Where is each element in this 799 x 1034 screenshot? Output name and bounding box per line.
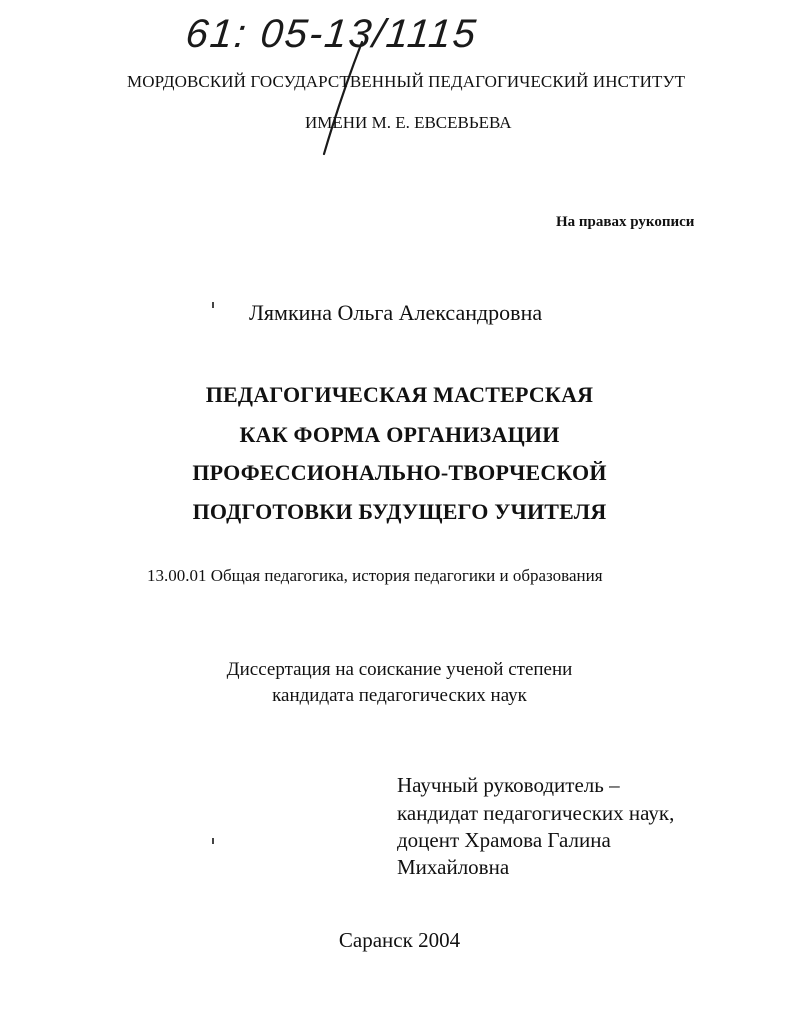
scan-speck	[212, 302, 214, 308]
handwritten-catalog-number: 61: 05-13/1115	[183, 12, 480, 56]
author-name: Лямкина Ольга Александровна	[249, 300, 543, 325]
city-year: Саранск 2004	[338, 928, 461, 952]
advisor-line: Научный руководитель –	[397, 773, 620, 797]
degree-line: Диссертация на соискание ученой степени	[226, 659, 573, 680]
rights-note: На правах рукописи	[556, 214, 695, 230]
institute-header: МОРДОВСКИЙ ГОСУДАРСТВЕННЫЙ ПЕДАГОГИЧЕСКИЙ ИНСТИТУТ	[127, 72, 686, 91]
title-line: ПРОФЕССИОНАЛЬНО-ТВОРЧЕСКОЙ	[192, 460, 607, 485]
specialty-code: 13.00.01 Общая педагогика, история педагогики и образования	[147, 566, 603, 585]
scan-speck	[212, 838, 214, 844]
title-line: ПОДГОТОВКИ БУДУЩЕГО УЧИТЕЛЯ	[192, 499, 607, 524]
degree-line: кандидата педагогических наук	[272, 685, 527, 706]
advisor-line: Михайловна	[397, 855, 510, 879]
institute-name: ИМЕНИ М. Е. ЕВСЕВЬЕВА	[305, 113, 512, 132]
title-line: КАК ФОРМА ОРГАНИЗАЦИИ	[239, 422, 560, 447]
advisor-line: кандидат педагогических наук,	[397, 801, 675, 825]
advisor-line: доцент Храмова Галина	[397, 828, 611, 852]
title-line: ПЕДАГОГИЧЕСКАЯ МАСТЕРСКАЯ	[205, 382, 594, 407]
